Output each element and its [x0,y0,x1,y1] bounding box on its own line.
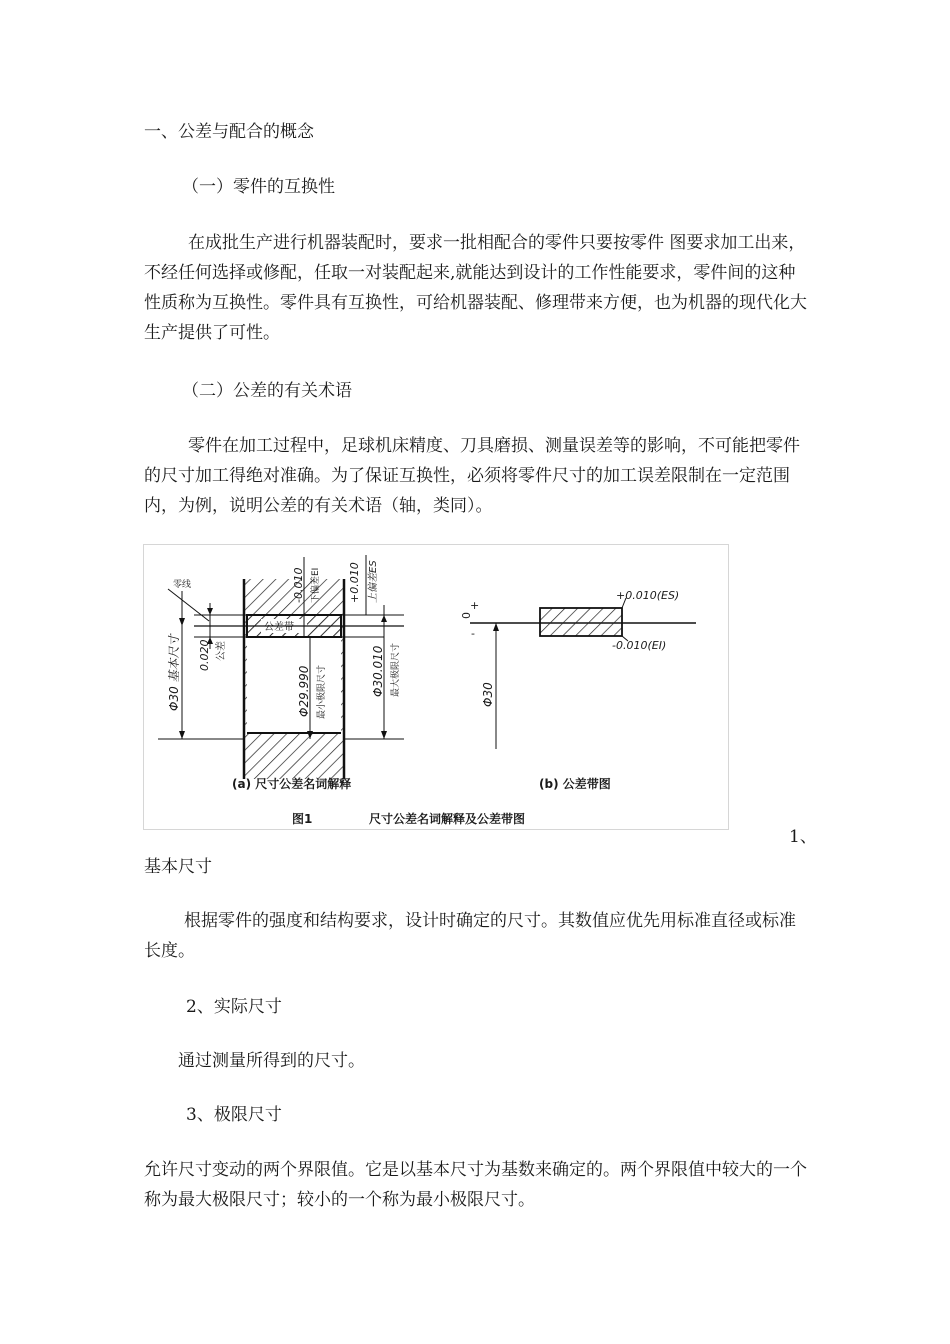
max-size-label: 最大极限尺寸 [391,642,401,697]
tolerance-value: 0.020 [198,639,211,671]
basic-size-label: Φ30 基本尺寸 [167,634,181,711]
ei-value: -0.010 [292,567,305,603]
item-3-body: 允许尺寸变动的两个界限值。它是以基本尺寸为基数来确定的。两个界限值中较大的一个称为最大极限尺寸；较小的一个称为最小极限尺寸。 [144,1160,807,1210]
es-value: +0.010 [348,562,361,603]
item-3-heading: 3、极限尺寸 [186,1105,282,1125]
tolerance-diagram-svg [144,545,728,829]
zero-line-leader [168,589,209,621]
paragraph-terms: 零件在加工过程中，足球机床精度、刀具磨损、测量误差等的影响，不可能把零件的尺寸加工得绝对准确。为了保证互换性，必须将零件尺寸的加工误差限制在一定范围内，为例，说明公差的有关术语（轴，类同）。 [144,436,800,516]
plus-label-b: + [470,599,480,612]
arrow-head [207,608,213,615]
min-size-label: 最小极限尺寸 [317,664,327,719]
caption-figure-title: 尺寸公差名词解释及公差带图 [369,812,526,826]
tolerance-label: 公差 [216,641,227,661]
arrow-head [493,623,499,631]
zero-line-label: 零线 [173,580,192,590]
item-2-heading: 2、实际尺寸 [186,997,282,1017]
es-label: 上偏差ES [368,560,379,603]
caption-figure-number: 图1 [292,812,313,826]
tolerance-band-b [540,608,622,636]
item-1-number: 1、 [789,827,817,847]
figure-tolerance-diagram [143,544,729,830]
ei-text-b: -0.010(EI) [612,639,667,652]
item-1-body: 根据零件的强度和结构要求，设计时确定的尺寸。其数值应优先用标准直径或标准长度。 [144,911,796,961]
arrow-head [179,618,185,626]
minus-label-b: - [471,627,475,640]
diagram-b [459,589,696,749]
arrow-head [381,731,387,739]
arrow-head [179,731,185,739]
paragraph-interchangeability: 在成批生产进行机器装配时，要求一批相配合的零件只要按零件 图要求加工出来，不经任何选择或修配，任取一对装配起来,就能达到设计的工作性能要求，零件间的这种性质称为互换性。零件具有互换性，可给机器装配、修理带来方便，也为机器的现代化大生产提供了可性。 [144,233,807,343]
diagram-a [158,555,404,779]
arrow-head [381,615,387,622]
section-heading: 一、公差与配合的概念 [144,122,314,142]
tolerance-zone-label: 公差带 [264,622,294,633]
min-size-value: Φ29.990 [297,665,311,717]
caption-a: (a) 尺寸公差名词解释 [232,777,352,791]
max-size-value: Φ30.010 [371,645,385,697]
subsection-heading-interchangeability: （一）零件的互换性 [182,177,335,197]
item-1-heading: 基本尺寸 [144,857,212,877]
zero-label-b: 0 [459,612,472,619]
ei-label: 下偏差EI [311,567,321,603]
item-2-body: 通过测量所得到的尺寸。 [178,1051,365,1071]
es-text-b: +0.010(ES) [616,589,680,602]
subsection-heading-terms: （二）公差的有关术语 [182,381,352,401]
caption-b: (b) 公差带图 [539,777,611,791]
basic-size-label-b: Φ30 [481,682,495,707]
